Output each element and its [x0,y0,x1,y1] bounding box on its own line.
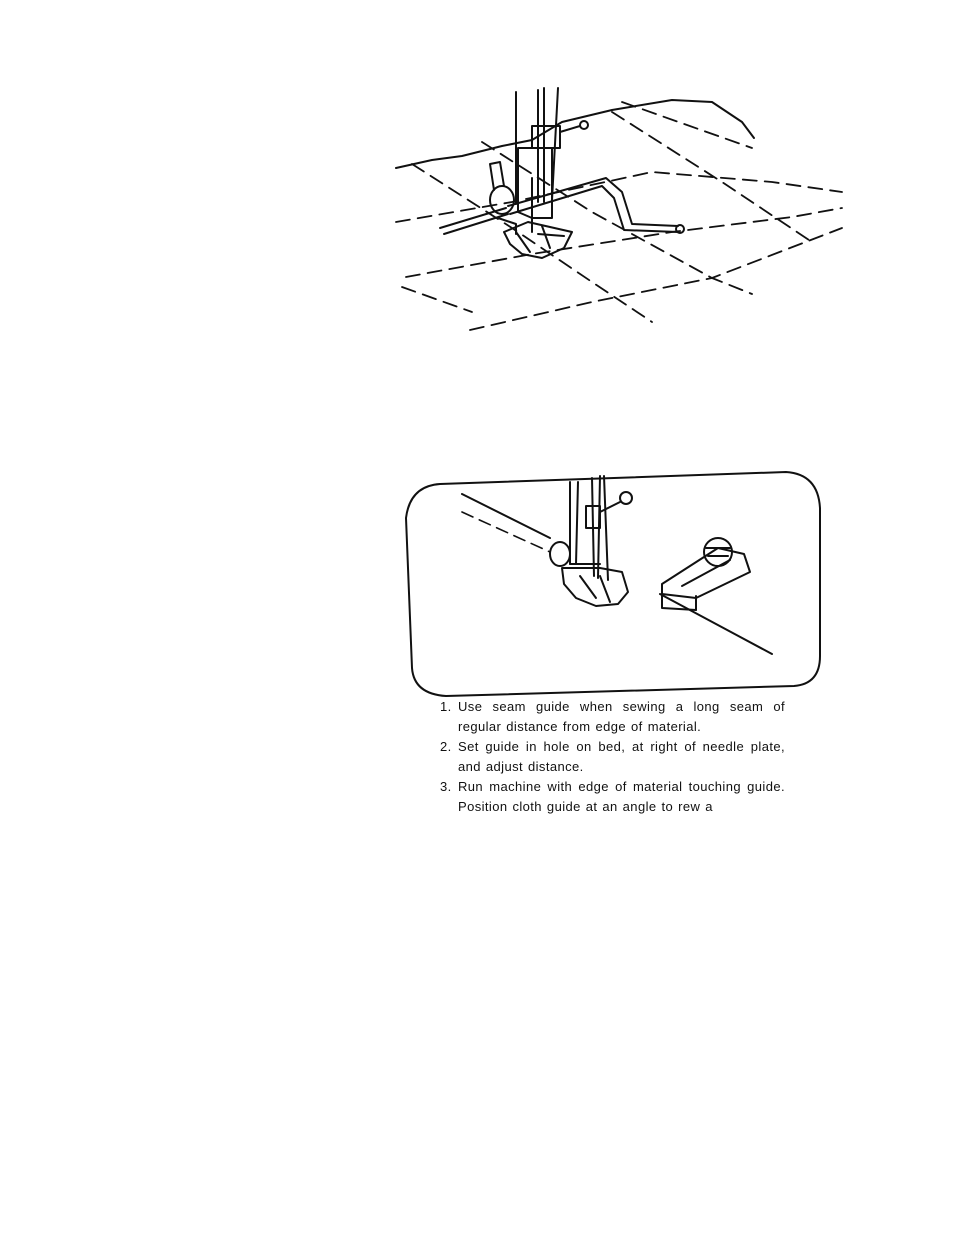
sewing-foot-with-seam-guide-icon [406,472,820,696]
instruction-item [440,737,785,777]
sewing-foot-with-quilting-bar-icon [396,88,842,330]
instruction-item [440,777,785,817]
quilting-guide-illustration [392,82,850,334]
instruction-item [440,697,785,737]
instruction-text: Use seam guide when sewing a long seam of regular distance from edge of material. [458,699,785,734]
instruction-list [440,697,785,817]
instruction-text: Run machine with edge of material touching guide. Position cloth guide at an angle to rew a [458,779,785,814]
seam-guide-illustration [400,468,828,700]
instruction-number: 2. [440,739,452,754]
instruction-text: Set guide in hole on bed, at right of needle plate, and adjust distance. [458,739,785,774]
instruction-number: 1. [440,699,452,714]
instruction-number: 3. [440,779,452,794]
